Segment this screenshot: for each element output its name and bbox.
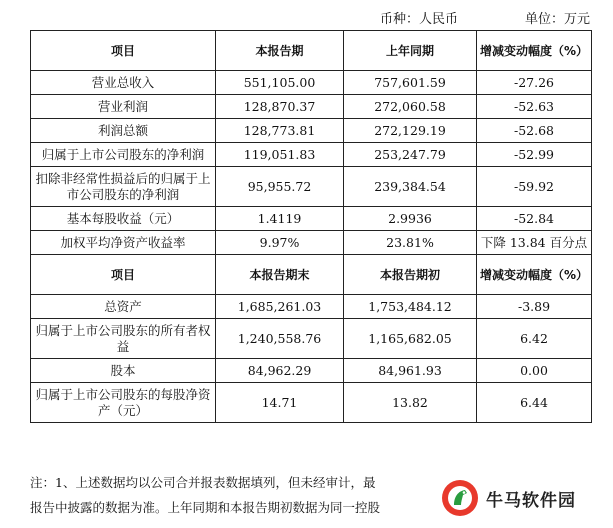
header-cell-item: 项目: [31, 31, 216, 71]
site-watermark: [432, 468, 613, 528]
table-row: [31, 119, 592, 143]
cell-value: 272,060.58: [344, 95, 477, 119]
row-label: 总资产: [31, 295, 216, 319]
table-row: [31, 143, 592, 167]
currency-label: 币种：人民币: [380, 12, 459, 27]
cell-value: 1,240,558.76: [216, 319, 344, 359]
row-label: 营业利润: [31, 95, 216, 119]
cell-value: 1,165,682.05: [344, 319, 477, 359]
table-row: [31, 359, 592, 383]
cell-change: -52.68: [477, 119, 592, 143]
cell-value: 84,961.93: [344, 359, 477, 383]
table-row: [31, 71, 592, 95]
table-row: [31, 231, 592, 255]
footnote-line-2: 报告中披露的数据为准。上年同期和本报告期初数据为同一控股: [30, 500, 381, 515]
header-cell-change-pct: 增减变动幅度（%）: [477, 255, 592, 295]
cell-value: 119,051.83: [216, 143, 344, 167]
unit-label: 单位：万元: [524, 12, 590, 27]
row-label: 股本: [31, 359, 216, 383]
header-cell-change-pct: 增减变动幅度（%）: [477, 31, 592, 71]
watermark-text: 牛马软件园: [486, 490, 576, 511]
cell-change: -27.26: [477, 71, 592, 95]
cell-value: 239,384.54: [344, 167, 477, 207]
cell-change: -52.84: [477, 207, 592, 231]
cell-change: -3.89: [477, 295, 592, 319]
cell-value: 253,247.79: [344, 143, 477, 167]
row-label: 扣除非经常性损益后的归属于上市公司股东的净利润: [31, 167, 216, 207]
table-footnote: [30, 470, 430, 520]
header-cell-current-period: 本报告期: [216, 31, 344, 71]
cell-value: 1,685,261.03: [216, 295, 344, 319]
cell-change: 6.42: [477, 319, 592, 359]
row-label: 加权平均净资产收益率: [31, 231, 216, 255]
cell-value: 551,105.00: [216, 71, 344, 95]
cell-value: 128,870.37: [216, 95, 344, 119]
cell-change: 0.00: [477, 359, 592, 383]
cell-value: 272,129.19: [344, 119, 477, 143]
table-header-row: [31, 255, 592, 295]
currency-unit-line: [380, 8, 590, 27]
header-cell-item: 项目: [31, 255, 216, 295]
table-row: [31, 95, 592, 119]
table-row: [31, 319, 592, 359]
row-label: 利润总额: [31, 119, 216, 143]
cell-value: 2.9936: [344, 207, 477, 231]
cell-value: 128,773.81: [216, 119, 344, 143]
footnote-line-1: 注：1、上述数据均以公司合并报表数据填列，但未经审计，最: [30, 475, 376, 490]
cell-value: 1.4119: [216, 207, 344, 231]
cell-value: 1,753,484.12: [344, 295, 477, 319]
header-cell-period-start: 本报告期初: [344, 255, 477, 295]
row-label: 营业总收入: [31, 71, 216, 95]
row-label: 归属于上市公司股东的每股净资产（元）: [31, 383, 216, 423]
cell-value: 23.81%: [344, 231, 477, 255]
financial-summary-table: [30, 30, 592, 423]
table-row: [31, 207, 592, 231]
row-label: 归属于上市公司股东的所有者权益: [31, 319, 216, 359]
table-row: [31, 167, 592, 207]
table-header-row: [31, 31, 592, 71]
cell-value: 14.71: [216, 383, 344, 423]
header-cell-period-end: 本报告期末: [216, 255, 344, 295]
row-label: 基本每股收益（元）: [31, 207, 216, 231]
cell-change: -52.63: [477, 95, 592, 119]
horse-logo-icon: [440, 478, 480, 518]
cell-value: 13.82: [344, 383, 477, 423]
cell-change: -52.99: [477, 143, 592, 167]
cell-value: 95,955.72: [216, 167, 344, 207]
cell-value: 9.97%: [216, 231, 344, 255]
table-row: [31, 383, 592, 423]
cell-change: -59.92: [477, 167, 592, 207]
cell-value: 84,962.29: [216, 359, 344, 383]
cell-change: 6.44: [477, 383, 592, 423]
header-cell-prior-year: 上年同期: [344, 31, 477, 71]
cell-value: 757,601.59: [344, 71, 477, 95]
cell-change: 下降 13.84 百分点: [477, 231, 592, 255]
table-row: [31, 295, 592, 319]
row-label: 归属于上市公司股东的净利润: [31, 143, 216, 167]
